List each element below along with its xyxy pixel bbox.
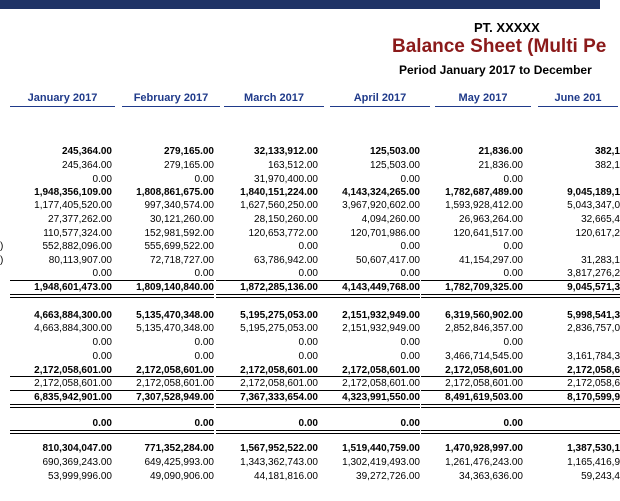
table-cell: 120,701,986.00: [350, 228, 420, 239]
table-cell: 0.00: [400, 174, 420, 185]
table-cell: 810,304,047.00: [42, 443, 112, 454]
subtotal-underline: [10, 390, 112, 391]
table-cell: 0.00: [194, 268, 214, 279]
table-cell: 4,143,449,768.00: [342, 282, 420, 293]
table-cell: 0.00: [298, 351, 318, 362]
total-double-underline: [318, 430, 420, 434]
table-cell: 0.00: [92, 418, 112, 429]
table-cell: 0.00: [298, 337, 318, 348]
table-cell: 0.00: [503, 418, 523, 429]
column-header-2: February 2017: [133, 92, 209, 104]
total-double-underline: [421, 430, 523, 434]
total-double-underline: [10, 294, 112, 298]
table-cell: 0.00: [400, 418, 420, 429]
column-header-underline: [538, 106, 618, 107]
subtotal-underline: [318, 376, 420, 377]
table-cell: 2,172,058,6: [567, 365, 620, 376]
table-cell: 1,782,709,325.00: [445, 282, 523, 293]
subtotal-underline: [10, 280, 112, 281]
table-cell: 31,283,1: [581, 255, 620, 266]
table-cell: 1,948,601,473.00: [34, 282, 112, 293]
table-cell: 1,808,861,675.00: [136, 187, 214, 198]
table-cell: 2,172,058,601.00: [445, 378, 523, 389]
table-cell: 0.00: [400, 241, 420, 252]
table-cell: 2,172,058,601.00: [240, 378, 318, 389]
table-cell: 120,653,772.00: [248, 228, 318, 239]
total-double-underline: [518, 294, 620, 298]
table-cell: 21,836.00: [478, 146, 523, 157]
table-cell: 41,154,297.00: [459, 255, 523, 266]
column-header-underline: [435, 106, 531, 107]
subtotal-underline: [216, 376, 318, 377]
table-cell: 34,363,636.00: [459, 471, 523, 482]
table-cell: 0.00: [92, 174, 112, 185]
table-cell: 27,377,262.00: [48, 214, 112, 225]
subtotal-underline: [10, 376, 112, 377]
table-cell: 2,172,058,601.00: [445, 365, 523, 376]
table-cell: 163,512.00: [267, 160, 318, 171]
table-cell: 9,045,571,3: [567, 282, 620, 293]
table-cell: 1,872,285,136.00: [240, 282, 318, 293]
table-cell: 0.00: [503, 337, 523, 348]
column-header-underline: [224, 106, 324, 107]
table-cell: 0.00: [400, 337, 420, 348]
subtotal-underline: [318, 280, 420, 281]
total-double-underline: [10, 430, 112, 434]
table-cell: 5,195,275,053.00: [240, 323, 318, 334]
table-cell: 690,369,243.00: [42, 457, 112, 468]
table-cell: 8,491,619,503.00: [445, 392, 523, 403]
total-double-underline: [421, 404, 523, 408]
table-cell: 1,165,416,9: [567, 457, 620, 468]
table-cell: 59,243,4: [581, 471, 620, 482]
table-cell: 1,343,362,743.00: [240, 457, 318, 468]
table-cell: 1,470,928,997.00: [445, 443, 523, 454]
total-double-underline: [112, 430, 214, 434]
table-cell: 0.00: [194, 418, 214, 429]
table-cell: 8,170,599,9: [567, 392, 620, 403]
table-cell: 0.00: [298, 241, 318, 252]
table-cell: 4,143,324,265.00: [342, 187, 420, 198]
total-double-underline: [216, 404, 318, 408]
table-cell: 50,607,417.00: [356, 255, 420, 266]
total-double-underline: [518, 404, 620, 408]
total-double-underline: [216, 430, 318, 434]
table-cell: 2,172,058,601.00: [136, 365, 214, 376]
table-cell: 0.00: [92, 337, 112, 348]
subtotal-underline: [518, 280, 620, 281]
table-cell: 49,090,906.00: [150, 471, 214, 482]
total-double-underline: [112, 404, 214, 408]
table-cell: 1,593,928,412.00: [445, 200, 523, 211]
table-cell: 3,817,276,2: [567, 268, 620, 279]
table-cell: 0.00: [298, 268, 318, 279]
table-cell: 2,172,058,601.00: [240, 365, 318, 376]
table-cell: 1,387,530,1: [567, 443, 620, 454]
table-cell: 997,340,574.00: [144, 200, 214, 211]
table-cell: 7,307,528,949.00: [136, 392, 214, 403]
table-cell: 7,367,333,654.00: [240, 392, 318, 403]
column-header-underline: [10, 106, 115, 107]
table-cell: 2,172,058,601.00: [342, 365, 420, 376]
truncated-label-mark: ): [0, 255, 4, 266]
table-cell: 382,1: [594, 146, 620, 157]
subtotal-underline: [421, 280, 523, 281]
table-cell: 2,151,932,949.00: [342, 310, 420, 321]
subtotal-underline: [421, 376, 523, 377]
table-cell: 0.00: [194, 351, 214, 362]
table-cell: 4,663,884,300.00: [34, 310, 112, 321]
table-cell: 4,663,884,300.00: [34, 323, 112, 334]
table-cell: 2,852,846,357.00: [445, 323, 523, 334]
subtotal-underline: [216, 280, 318, 281]
subtotal-underline: [112, 280, 214, 281]
table-cell: 21,836.00: [478, 160, 523, 171]
table-cell: 2,172,058,6: [567, 378, 620, 389]
subtotal-underline: [216, 390, 318, 391]
table-cell: 4,094,260.00: [361, 214, 420, 225]
table-cell: 245,364.00: [61, 146, 112, 157]
table-cell: 72,718,727.00: [150, 255, 214, 266]
subtotal-underline: [518, 390, 620, 391]
table-cell: 2,172,058,601.00: [342, 378, 420, 389]
table-cell: 120,641,517.00: [453, 228, 523, 239]
table-cell: 152,981,592.00: [144, 228, 214, 239]
table-cell: 125,503.00: [369, 146, 420, 157]
column-header-underline: [122, 106, 220, 107]
subtotal-underline: [421, 390, 523, 391]
table-cell: 31,970,400.00: [254, 174, 318, 185]
table-cell: 0.00: [400, 351, 420, 362]
table-cell: 552,882,096.00: [42, 241, 112, 252]
table-cell: 0.00: [400, 268, 420, 279]
table-cell: 1,809,140,840.00: [136, 282, 214, 293]
total-double-underline: [112, 294, 214, 298]
table-cell: 9,045,189,1: [567, 187, 620, 198]
total-double-underline: [10, 404, 112, 408]
table-cell: 30,121,260.00: [150, 214, 214, 225]
table-cell: 44,181,816.00: [254, 471, 318, 482]
table-cell: 279,165.00: [163, 146, 214, 157]
total-double-underline: [421, 294, 523, 298]
subtotal-underline: [112, 390, 214, 391]
total-double-underline: [318, 404, 420, 408]
table-cell: 0.00: [298, 418, 318, 429]
table-cell: 3,161,784,3: [567, 351, 620, 362]
total-double-underline: [318, 294, 420, 298]
table-cell: 5,998,541,3: [567, 310, 620, 321]
table-cell: 1,519,440,759.00: [342, 443, 420, 454]
column-header-1: January 2017: [27, 92, 98, 104]
table-cell: 2,172,058,601.00: [136, 378, 214, 389]
subtotal-underline: [112, 376, 214, 377]
table-cell: 6,835,942,901.00: [34, 392, 112, 403]
table-cell: 0.00: [503, 174, 523, 185]
table-cell: 771,352,284.00: [144, 443, 214, 454]
table-cell: 555,699,522.00: [144, 241, 214, 252]
truncated-label-mark: ): [0, 241, 4, 252]
total-double-underline: [216, 294, 318, 298]
table-cell: 1,782,687,489.00: [445, 187, 523, 198]
table-cell: 1,948,356,109.00: [34, 187, 112, 198]
column-header-5: May 2017: [458, 92, 508, 104]
table-cell: 0.00: [92, 351, 112, 362]
table-cell: 0.00: [194, 337, 214, 348]
table-cell: 28,150,260.00: [254, 214, 318, 225]
table-cell: 2,836,757,0: [567, 323, 620, 334]
table-cell: 63,786,942.00: [254, 255, 318, 266]
table-cell: 5,135,470,348.00: [136, 310, 214, 321]
table-cell: 3,967,920,602.00: [342, 200, 420, 211]
table-cell: 1,261,476,243.00: [445, 457, 523, 468]
report-title: Balance Sheet (Multi Pe: [392, 36, 607, 57]
table-cell: 53,999,996.00: [48, 471, 112, 482]
column-header-3: March 2017: [244, 92, 304, 104]
table-cell: 1,627,560,250.00: [240, 200, 318, 211]
table-cell: 649,425,993.00: [144, 457, 214, 468]
table-cell: 5,043,347,0: [567, 200, 620, 211]
table-cell: 3,466,714,545.00: [445, 351, 523, 362]
company-name: PT. XXXXX: [474, 20, 540, 35]
table-cell: 80,113,907.00: [48, 255, 112, 266]
table-cell: 1,302,419,493.00: [342, 457, 420, 468]
table-cell: 279,165.00: [163, 160, 214, 171]
column-header-underline: [330, 106, 430, 107]
table-cell: 32,133,912.00: [254, 146, 318, 157]
table-cell: 0.00: [194, 174, 214, 185]
table-cell: 4,323,991,550.00: [342, 392, 420, 403]
table-cell: 0.00: [92, 268, 112, 279]
table-cell: 0.00: [503, 268, 523, 279]
report-period: Period January 2017 to December: [399, 63, 592, 77]
subtotal-underline: [518, 376, 620, 377]
subtotal-underline: [318, 390, 420, 391]
table-cell: 5,135,470,348.00: [136, 323, 214, 334]
table-cell: 125,503.00: [369, 160, 420, 171]
column-header-6: June 201: [554, 92, 602, 104]
table-cell: 120,617,2: [575, 228, 620, 239]
table-cell: 1,177,405,520.00: [34, 200, 112, 211]
table-cell: 0.00: [503, 241, 523, 252]
table-cell: 245,364.00: [61, 160, 112, 171]
total-double-underline: [518, 430, 620, 434]
table-cell: 2,172,058,601.00: [34, 378, 112, 389]
table-cell: 26,963,264.00: [459, 214, 523, 225]
table-cell: 39,272,726.00: [356, 471, 420, 482]
table-cell: 2,151,932,949.00: [342, 323, 420, 334]
column-header-4: April 2017: [353, 92, 407, 104]
table-cell: 32,665,4: [581, 214, 620, 225]
table-cell: 5,195,275,053.00: [240, 310, 318, 321]
table-cell: 2,172,058,601.00: [34, 365, 112, 376]
table-cell: 382,1: [594, 160, 620, 171]
table-cell: 110,577,324.00: [43, 228, 112, 239]
table-cell: 1,840,151,224.00: [240, 187, 318, 198]
table-cell: 6,319,560,902.00: [445, 310, 523, 321]
table-cell: 1,567,952,522.00: [240, 443, 318, 454]
